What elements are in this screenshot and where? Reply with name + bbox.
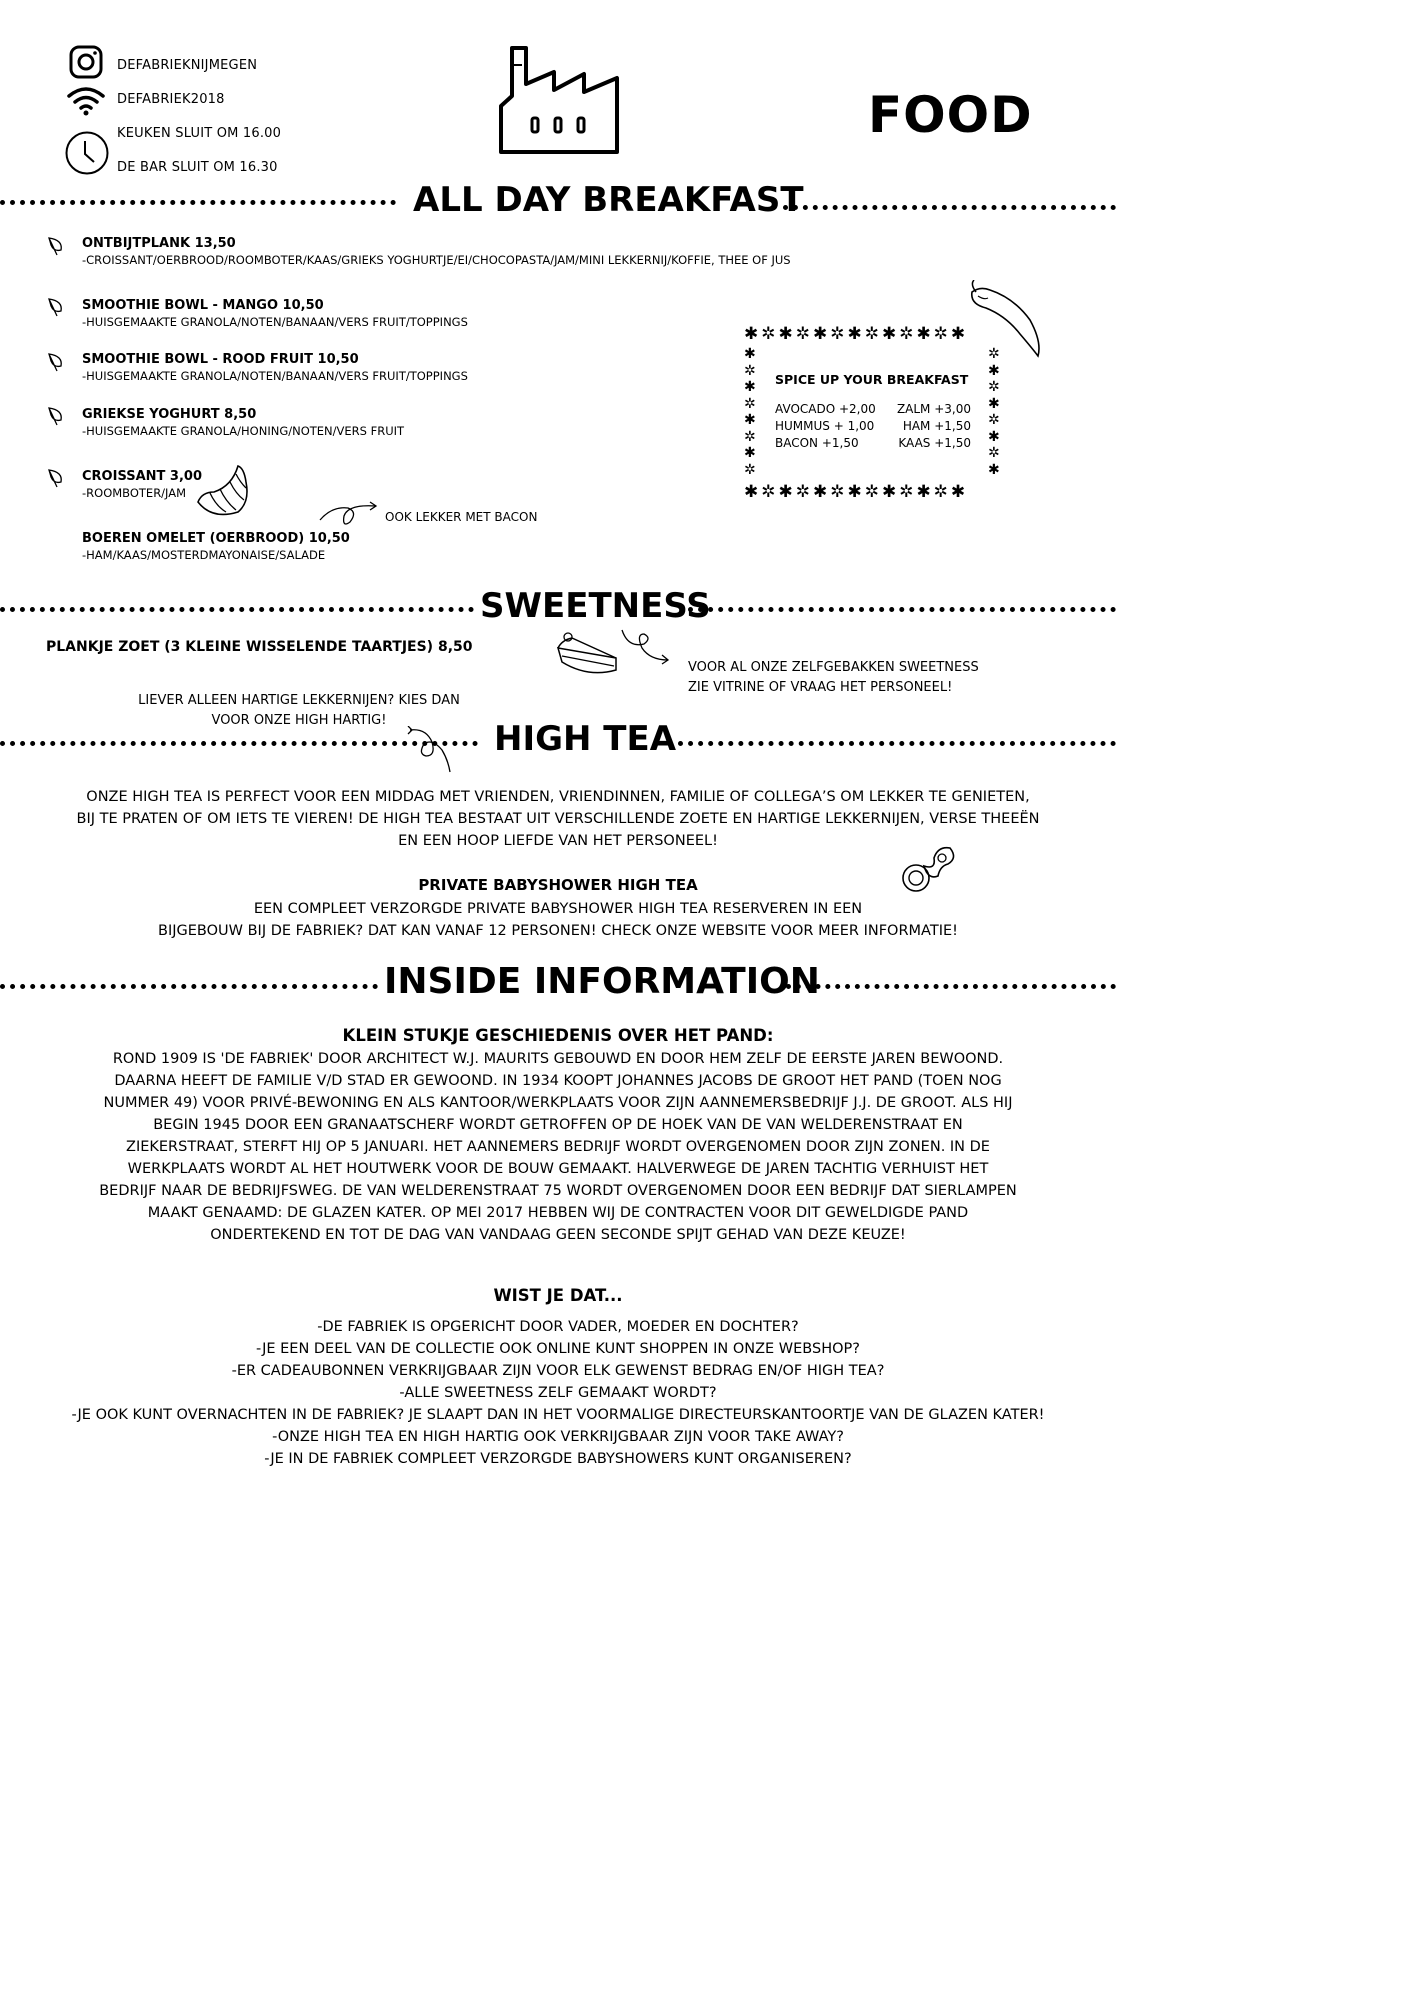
spice-box bbox=[775, 372, 971, 452]
cake-slice-icon bbox=[554, 628, 622, 680]
item-description: -ROOMBOTER/JAM bbox=[82, 486, 187, 500]
item-description: -HUISGEMAAKTE GRANOLA/NOTEN/BANAAN/VERS FRUIT/TOPPINGS bbox=[82, 369, 468, 383]
high-hartig-note bbox=[96, 691, 502, 731]
border-stars-right: ✲ ✱ ✲ ✱ ✲ ✱ ✲ ✱ bbox=[988, 346, 1000, 478]
section-title-sweetness: SWEETNESS bbox=[480, 586, 711, 626]
high-tea-line: BIJ TE PRATEN OF OM IETS TE VIEREN! DE HIGH TEA BESTAAT UIT VERSCHILLENDE ZOETE EN HARTIGE LEKKERNIJEN, VERSE THEEËN bbox=[76, 811, 1040, 827]
header-info bbox=[64, 44, 364, 184]
high-tea-line: ONZE HIGH TEA IS PERFECT VOOR EEN MIDDAG MET VRIENDEN, VRIENDINNEN, FAMILIE OF COLLEGA’S OM LEKKER TE GENIETEN, bbox=[86, 789, 1030, 805]
history-text bbox=[0, 1048, 1116, 1246]
fact-item: -JE EEN DEEL VAN DE COLLECTIE OOK ONLINE KUNT SHOPPEN IN ONZE WEBSHOP? bbox=[256, 1341, 860, 1357]
bacon-note: OOK LEKKER MET BACON bbox=[385, 510, 538, 524]
section-divider bbox=[0, 607, 474, 612]
babyshower-line: EEN COMPLEET VERZORGDE PRIVATE BABYSHOWER HIGH TEA RESERVEREN IN EEN bbox=[253, 901, 863, 917]
history-title: KLEIN STUKJE GESCHIEDENIS OVER HET PAND: bbox=[342, 1026, 774, 1045]
menu-item bbox=[82, 469, 202, 500]
border-stars-top: ✱✲✱✲✱✲✱✲✱✲✱✲✱ bbox=[744, 324, 969, 344]
croissant-icon bbox=[192, 462, 254, 522]
leaf-icon bbox=[46, 236, 68, 258]
section-divider bbox=[786, 984, 1116, 989]
section-title-high-tea: HIGH TEA bbox=[494, 719, 677, 759]
instagram-handle: DEFABRIEKNIJMEGEN bbox=[117, 58, 258, 73]
wifi-password: DEFABRIEK2018 bbox=[117, 92, 225, 107]
history-line: ONDERTEKEND EN TOT DE DAG VAN VANDAAG GEEN SECONDE SPIJT GEHAD VAN DEZE KEUZE! bbox=[210, 1227, 906, 1243]
kitchen-closing-time: KEUKEN SLUIT OM 16.00 bbox=[117, 126, 282, 141]
history-line: BEGIN 1945 DOOR EEN GRANAATSCHERF WORDT GETROFFEN OP DE HOEK VAN DE VAN WELDERENSTRAAT EN bbox=[153, 1117, 963, 1133]
section-title-inside-information: INSIDE INFORMATION bbox=[384, 961, 820, 1002]
spice-option: HAM +1,50 bbox=[902, 419, 971, 433]
item-name: BOEREN OMELET (OERBROOD) 10,50 bbox=[82, 531, 350, 546]
history-line: MAAKT GENAAMD: DE GLAZEN KATER. OP MEI 2017 HEBBEN WIJ DE CONTRACTEN VOOR DIT GEWELDIGDE PAND bbox=[147, 1205, 969, 1221]
fact-item: -ONZE HIGH TEA EN HIGH HARTIG OOK VERKRIJGBAAR ZIJN VOOR TAKE AWAY? bbox=[272, 1429, 844, 1445]
fact-item: -ALLE SWEETNESS ZELF GEMAAKT WORDT? bbox=[399, 1385, 717, 1401]
fact-item: -DE FABRIEK IS OPGERICHT DOOR VADER, MOEDER EN DOCHTER? bbox=[317, 1319, 799, 1335]
leaf-icon bbox=[46, 297, 68, 319]
menu-item bbox=[82, 407, 404, 438]
spice-option: ZALM +3,00 bbox=[896, 402, 971, 416]
babyshower-title: PRIVATE BABYSHOWER HIGH TEA bbox=[418, 876, 698, 894]
wist-je-dat-list bbox=[0, 1316, 1116, 1470]
item-name: ONTBIJTPLANK 13,50 bbox=[82, 236, 236, 251]
sweetness-note-line: ZIE VITRINE OF VRAAG HET PERSONEEL! bbox=[688, 680, 953, 695]
menu-item bbox=[82, 236, 791, 267]
fact-item: -JE OOK KUNT OVERNACHTEN IN DE FABRIEK? JE SLAAPT DAN IN HET VOORMALIGE DIRECTEURSKANTOORTJE VAN DE GLAZEN KATER! bbox=[71, 1407, 1045, 1423]
spice-option: AVOCADO +2,00 bbox=[775, 402, 876, 416]
item-name: CROISSANT 3,00 bbox=[82, 469, 202, 484]
fact-item: -ER CADEAUBONNEN VERKRIJGBAAR ZIJN VOOR ELK GEWENST BEDRAG EN/OF HIGH TEA? bbox=[231, 1363, 885, 1379]
wifi-icon bbox=[66, 85, 106, 117]
instagram-icon bbox=[68, 44, 104, 80]
menu-item bbox=[82, 531, 350, 562]
fact-item: -JE IN DE FABRIEK COMPLEET VERZORGDE BABYSHOWERS KUNT ORGANISEREN? bbox=[264, 1451, 852, 1467]
history-line: DAARNA HEEFT DE FAMILIE V/D STAD ER GEWOOND. IN 1934 KOOPT JOHANNES JACOBS DE GROOT HET PAND (TOEN NOG bbox=[114, 1073, 1002, 1089]
item-description: -CROISSANT/OERBROOD/ROOMBOTER/KAAS/GRIEKS YOGHURTJE/EI/CHOCOPASTA/JAM/MINI LEKKERNIJ/KOFFIE, THEE OF JUS bbox=[82, 253, 791, 267]
history-line: WERKPLAATS WORDT AL HET HOUTWERK VOOR DE BOUW GEMAAKT. HALVERWEGE DE JAREN TACHTIG VERHUIST HET bbox=[127, 1161, 989, 1177]
item-name: SMOOTHIE BOWL - MANGO 10,50 bbox=[82, 298, 324, 313]
border-stars-left: ✱ ✲ ✱ ✲ ✱ ✲ ✱ ✲ bbox=[744, 346, 756, 478]
sweetness-note bbox=[688, 658, 979, 698]
section-divider bbox=[688, 607, 1116, 612]
item-description: -HAM/KAAS/MOSTERDMAYONAISE/SALADE bbox=[82, 548, 326, 562]
high-hartig-note-line: VOOR ONZE HIGH HARTIG! bbox=[211, 713, 387, 728]
leaf-icon bbox=[46, 406, 68, 428]
babyshower-line: BIJGEBOUW BIJ DE FABRIEK? DAT KAN VANAF 12 PERSONEN! CHECK ONZE WEBSITE VOOR MEER INFORMATIE! bbox=[158, 923, 958, 939]
section-divider bbox=[0, 200, 396, 205]
history-line: BEDRIJF NAAR DE BEDRIJFSWEG. DE VAN WELDERENSTRAAT 75 WORDT OVERGENOMEN DOOR EEN BEDRIJF DAT SIERLAMPEN bbox=[99, 1183, 1017, 1199]
high-tea-line: EN EEN HOOP LIEFDE VAN HET PERSONEEL! bbox=[398, 833, 718, 849]
sweetness-item: PLANKJE ZOET (3 KLEINE WISSELENDE TAARTJES) 8,50 bbox=[46, 639, 473, 655]
spice-option: BACON +1,50 bbox=[775, 436, 859, 450]
section-divider bbox=[0, 984, 378, 989]
section-divider bbox=[783, 205, 1116, 210]
menu-item bbox=[82, 298, 468, 329]
history-line: ZIEKERSTRAAT, STERFT HIJ OP 5 JANUARI. HET AANNEMERS BEDRIJF WORDT OVERGENOMEN DOOR ZIJN ZONEN. IN DE bbox=[126, 1139, 990, 1155]
swirl-arrow-icon bbox=[620, 626, 672, 666]
wist-je-dat-title: WIST JE DAT... bbox=[493, 1286, 623, 1305]
section-divider bbox=[0, 741, 478, 746]
item-description: -HUISGEMAAKTE GRANOLA/NOTEN/BANAAN/VERS FRUIT/TOPPINGS bbox=[82, 315, 468, 329]
clock-icon bbox=[64, 130, 110, 176]
history-line: NUMMER 49) VOOR PRIVÉ-BEWONING EN ALS KANTOOR/WERKPLAATS VOOR ZIJN AANNEMERSBEDRIJF J.J. DE GROOT. ALS HIJ bbox=[103, 1095, 1013, 1111]
spice-option: HUMMUS + 1,00 bbox=[775, 419, 875, 433]
item-name: GRIEKSE YOGHURT 8,50 bbox=[82, 407, 257, 422]
item-description: -HUISGEMAAKTE GRANOLA/HONING/NOTEN/VERS FRUIT bbox=[82, 424, 405, 438]
swirl-arrow-icon bbox=[406, 726, 454, 774]
babyshower-description bbox=[0, 898, 1116, 942]
page-title: FOOD bbox=[868, 86, 1033, 144]
history-line: ROND 1909 IS 'DE FABRIEK' DOOR ARCHITECT W.J. MAURITS GEBOUWD EN DOOR HEM ZELF DE EERSTE JAREN BEWOOND. bbox=[112, 1051, 1004, 1067]
spice-option: KAAS +1,50 bbox=[898, 436, 971, 450]
border-stars-bottom: ✱✲✱✲✱✲✱✲✱✲✱✲✱ bbox=[744, 482, 969, 502]
bar-closing-time: DE BAR SLUIT OM 16.30 bbox=[117, 160, 278, 175]
spice-box-title: SPICE UP YOUR BREAKFAST bbox=[775, 372, 969, 387]
factory-logo-icon bbox=[498, 44, 620, 156]
section-divider bbox=[678, 741, 1116, 746]
section-title-breakfast: ALL DAY BREAKFAST bbox=[413, 180, 804, 220]
leaf-icon bbox=[46, 468, 68, 490]
menu-item bbox=[82, 352, 468, 383]
leaf-icon bbox=[46, 352, 68, 374]
item-name: SMOOTHIE BOWL - ROOD FRUIT 10,50 bbox=[82, 352, 359, 367]
sweetness-note-line: VOOR AL ONZE ZELFGEBAKKEN SWEETNESS bbox=[688, 660, 979, 675]
high-hartig-note-line: LIEVER ALLEEN HARTIGE LEKKERNIJEN? KIES DAN bbox=[138, 693, 460, 708]
swirl-arrow-icon bbox=[318, 498, 382, 528]
